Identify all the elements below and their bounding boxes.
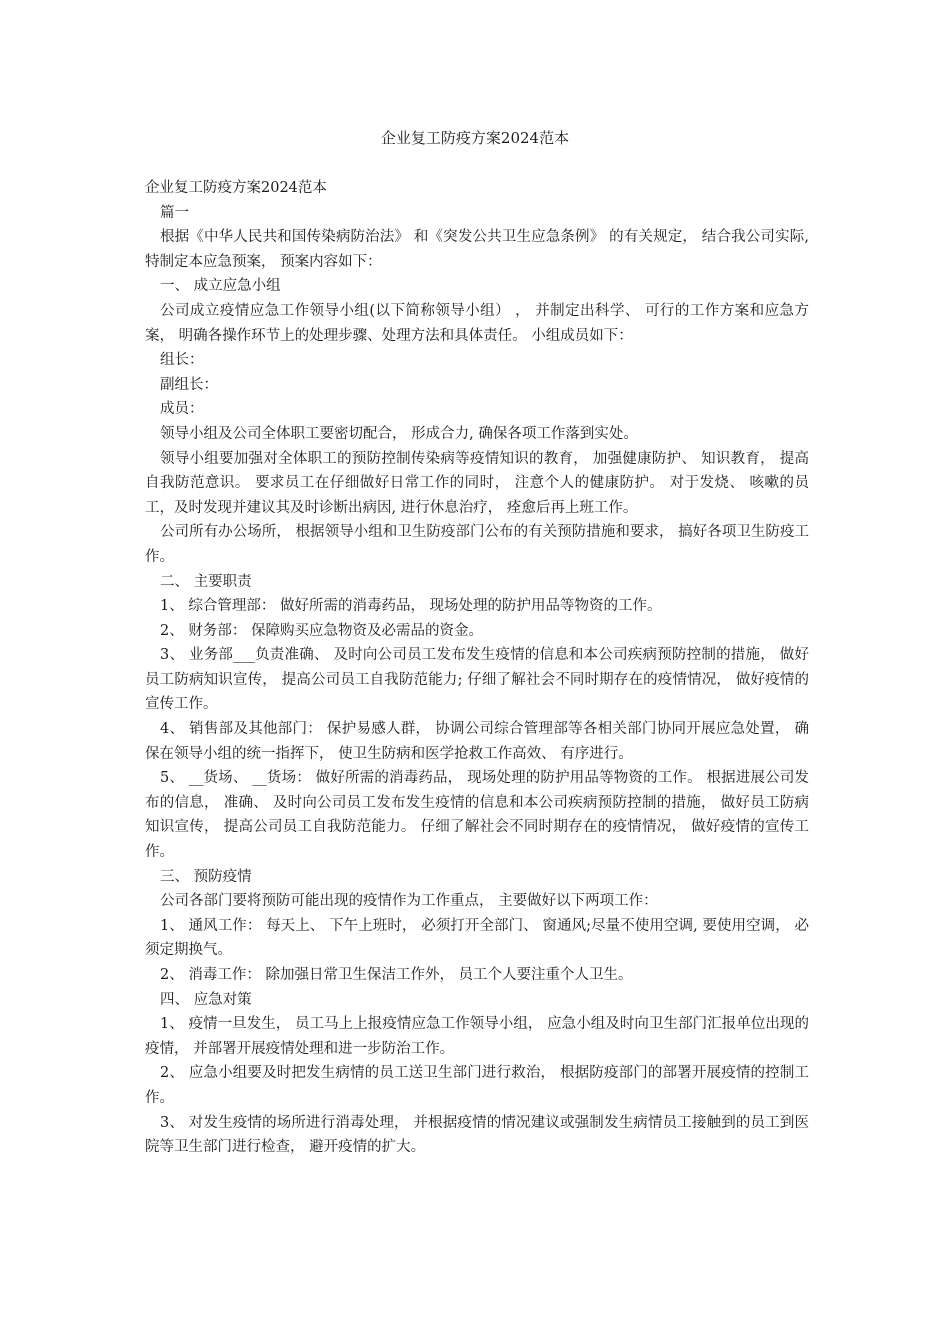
paragraph: 领导小组要加强对全体职工的预防控制传染病等疫情知识的教育， 加强健康防护、 知识教育， 提高自我防范意识。 要求员工在仔细做好日常工作的同时， 注意个人的健康防护。 对于发烧、 咳嗽的员工，及时发现并建议其及时诊断出病因, 进行休息治疗， 痊愈后再上班工作。 <box>145 450 809 516</box>
document-body <box>145 176 809 1160</box>
paragraph: 1、 通风工作： 每天上、 下午上班时， 必须打开全部门、 窗通风;尽量不使用空调, 要使用空调， 必须定期换气。 <box>145 917 809 959</box>
paragraph: 5、 __货场、 __货场： 做好所需的消毒药品， 现场处理的防护用品等物资的工作。 根据进展公司发布的信息， 准确、 及时向公司员工发布发生疫情的信息和本公司疾病预防控制的措施， 做好员工防病知识宣传， 提高公司员工自我防范能力。 仔细了解社会不同时期存在的疫情情况， 做好疫情的宣传工作。 <box>145 770 809 861</box>
paragraph: 组长： <box>160 352 204 369</box>
paragraph: 1、 疫情一旦发生， 员工马上上报疫情应急工作领导小组， 应急小组及时向卫生部门汇报单位出现的疫情， 并部署开展疫情处理和进一步防治工作。 <box>145 1016 809 1057</box>
paragraph: 企业复工防疫方案2024范本 <box>145 180 327 196</box>
paragraph: 2、 应急小组要及时把发生病情的员工送卫生部门进行救治， 根据防疫部门的部署开展疫情的控制工作。 <box>145 1065 809 1106</box>
paragraph: 4、 销售部及其他部门： 保护易感人群， 协调公司综合管理部等各相关部门协同开展应急处置， 确保在领导小组的统一指挥下， 使卫生防病和医学抢救工作高效、 有序进行。 <box>145 721 809 762</box>
paragraph: 四、 应急对策 <box>160 991 252 1008</box>
paragraph: 二、 主要职责 <box>160 573 252 590</box>
paragraph: 公司所有办公场所， 根据领导小组和卫生防疫部门公布的有关预防措施和要求， 搞好各项卫生防疫工作。 <box>145 524 809 565</box>
paragraph: 根据《中华人民共和国传染病防治法》 和《突发公共卫生应急条例》 的有关规定， 结合我公司实际, 特制定本应急预案， 预案内容如下： <box>145 229 809 270</box>
paragraph: 2、 消毒工作： 除加强日常卫生保洁工作外， 员工个人要注重个人卫生。 <box>160 967 633 983</box>
paragraph: 成员： <box>160 401 204 418</box>
paragraph: 篇一 <box>160 204 189 221</box>
paragraph: 1、 综合管理部： 做好所需的消毒药品， 现场处理的防护用品等物资的工作。 <box>160 598 662 615</box>
paragraph: 公司各部门要将预防可能出现的疫情作为工作重点， 主要做好以下两项工作： <box>160 893 658 910</box>
document-title: 企业复工防疫方案2024范本 <box>380 129 570 147</box>
paragraph: 2、 财务部： 保障购买应急物资及必需品的资金。 <box>160 622 483 639</box>
paragraph: 副组长： <box>160 376 218 393</box>
paragraph: 三、 预防疫情 <box>160 868 252 885</box>
paragraph: 3、 对发生疫情的场所进行消毒处理， 并根据疫情的情况建议或强制发生病情员工接触到的员工到医院等卫生部门进行检查， 避开疫情的扩大。 <box>145 1114 809 1156</box>
paragraph: 3、 业务部___负责准确、 及时向公司员工发布发生疫情的信息和本公司疾病预防控制的措施， 做好员工防病知识宣传， 提高公司员工自我防范能力; 仔细了解社会不同时期存在的疫情情况， 做好疫情的宣传工作。 <box>145 647 809 713</box>
paragraph: 领导小组及公司全体职工要密切配合， 形成合力, 确保各项工作落到实处。 <box>160 425 638 442</box>
paragraph: 公司成立疫情应急工作领导小组(以下简称领导小组） ， 并制定出科学、 可行的工作方案和应急方案， 明确各操作环节上的处理步骤、处理方法和具体责任。 小组成员如下： <box>145 302 809 344</box>
paragraph: 一、 成立应急小组 <box>160 278 281 295</box>
